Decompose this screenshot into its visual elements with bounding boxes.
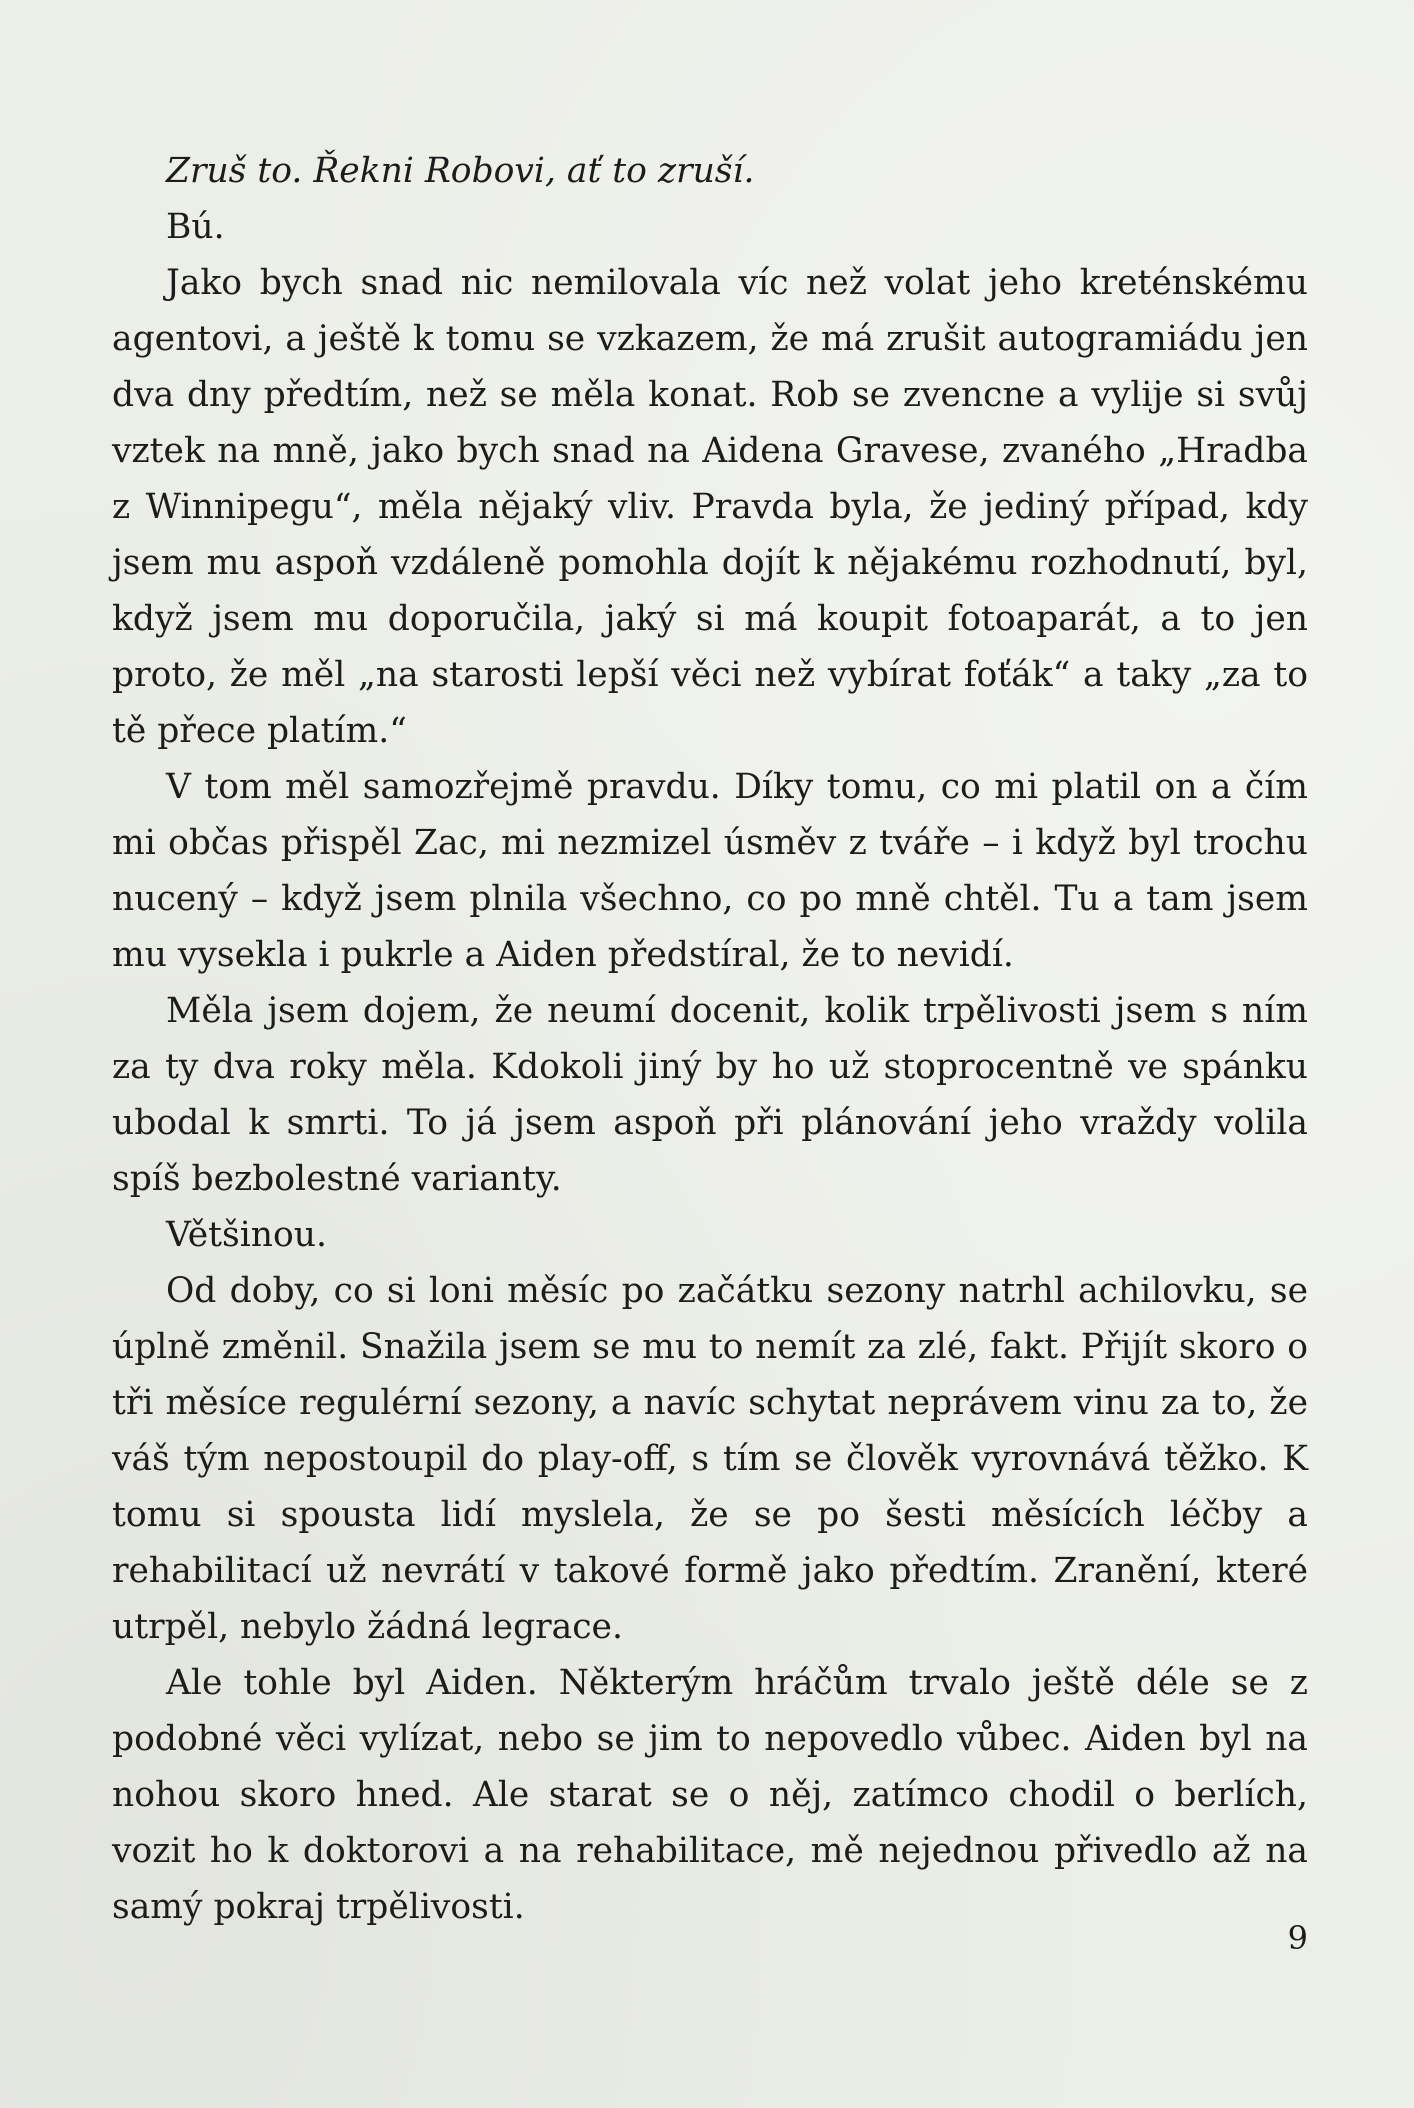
paragraph: Bú. [166,207,225,247]
paragraph: Ale tohle byl Aiden. Některým hráčům trvalo ještě déle se z podobné věci vylízat, nebo se jim to nepovedlo vůbec. Aiden byl na nohou skoro hned. Ale starat se o něj, zatímco chodil o berlích, vozit ho k doktorovi a na rehabilitace, mě nejednou přivedlo až na samý pokraj trpělivosti. [112,1663,1308,1927]
page-number: 9 [1287,1919,1308,1957]
paragraph: Jako bych snad nic nemilovala víc než volat jeho kreténskému agentovi, a ještě k tomu se vzkazem, že má zrušit autogramiádu jen dva dny předtím, než se měla konat. Rob se zvencne a vylije si svůj vztek na mně, jako bych snad na Aidena Gravese, zvaného „Hradba z Winnipegu“, měla nějaký vliv. Pravda byla, že jediný případ, kdy jsem mu aspoň vzdáleně pomohla dojít k nějakému rozhodnutí, byl, když jsem mu doporučila, jaký si má koupit fotoaparát, a to jen proto, že měl „na starosti lepší věci než vybírat foťák“ a taky „za to tě přece platím.“ [112,263,1308,751]
paragraph: Měla jsem dojem, že neumí docenit, kolik trpělivosti jsem s ním za ty dva roky měla. Kdokoli jiný by ho už stoprocentně ve spánku ubodal k smrti. To já jsem aspoň při plánování jeho vraždy volila spíš bezbolestné varianty. [112,991,1308,1199]
body-text [112,143,1308,1935]
paragraph: Od doby, co si loni měsíc po začátku sezony natrhl achilovku, se úplně změnil. Snažila jsem se mu to nemít za zlé, fakt. Přijít skoro o tři měsíce regulérní sezony, a navíc schytat neprávem vinu za to, že váš tým nepostoupil do play-off, s tím se člověk vyrovnává těžko. K tomu si spousta lidí myslela, že se po šesti měsících léčby a rehabilitací už nevrátí v takové formě jako předtím. Zranění, které utrpěl, nebylo žádná legrace. [112,1271,1308,1647]
paragraph: Většinou. [166,1215,327,1255]
paragraph: V tom měl samozřejmě pravdu. Díky tomu, co mi platil on a čím mi občas přispěl Zac, mi nezmizel úsměv z tváře – i když byl trochu nucený – když jsem plnila všechno, co po mně chtěl. Tu a tam jsem mu vysekla i pukrle a Aiden předstíral, že to nevidí. [112,767,1308,975]
paragraph-italic-thought: Zruš to. Řekni Robovi, ať to zruší. [166,151,755,191]
